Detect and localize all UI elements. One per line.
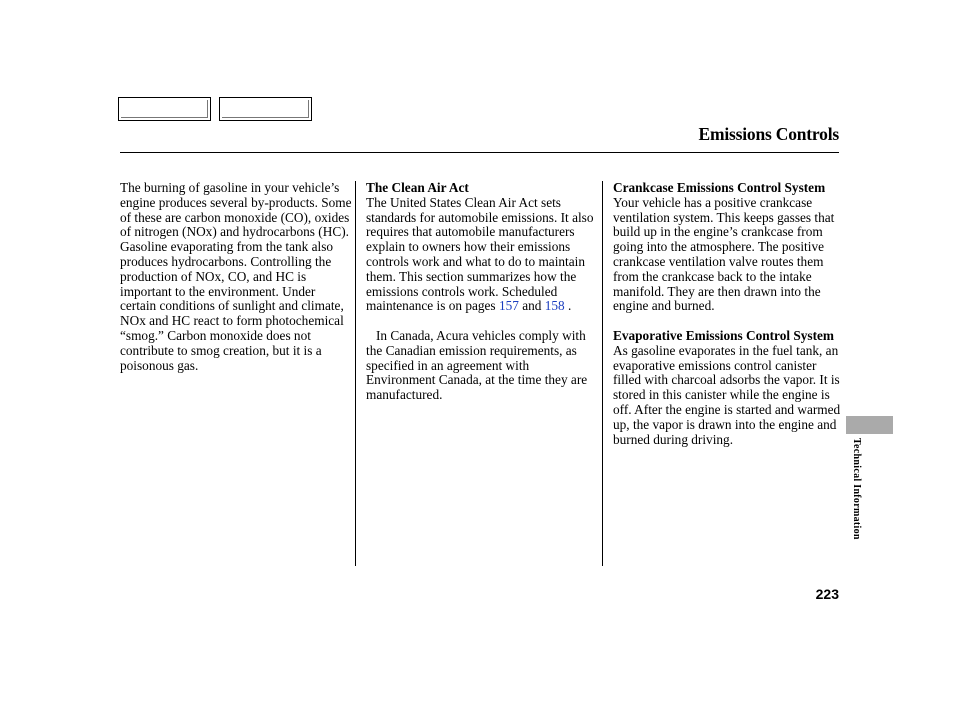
column-divider-2: [602, 181, 603, 566]
page-number: 223: [815, 586, 839, 602]
clean-air-act-heading: The Clean Air Act: [366, 180, 469, 195]
and-word: and: [522, 298, 542, 314]
column-intro: [120, 181, 352, 373]
page-157-link[interactable]: 157: [498, 298, 519, 314]
page-158-link[interactable]: 158: [544, 298, 565, 314]
crankcase-heading: Crankcase Emissions Control System: [613, 180, 826, 195]
index-button[interactable]: [219, 97, 312, 121]
sentence-period: .: [568, 298, 572, 314]
column-emission-systems: [613, 181, 845, 447]
clean-air-act-text: The United States Clean Air Act sets standards for automobile emissions. It also requires that automobile manufacturers explain to owners how their emissions controls work and what to do to maintain them. This section summarizes how the emissions controls work. Scheduled maintenance is on pages: [366, 194, 594, 314]
canada-paragraph: In Canada, Acura vehicles comply with the Canadian emission requirements, as specified in an agreement with Environment Canada, at the time they are manufactured.: [366, 327, 588, 403]
column-clean-air-act: [366, 181, 598, 403]
column-divider-1: [355, 181, 356, 566]
page-title: Emissions Controls: [698, 124, 839, 144]
clean-air-act-paragraph: [366, 196, 598, 314]
section-tab[interactable]: [846, 416, 893, 434]
section-label: Technical Information: [851, 438, 862, 540]
crankcase-paragraph: Your vehicle has a positive crankcase ventilation system. This keeps gasses that build up in the engine’s crankcase from going into the atmosphere. The positive crankcase ventilation valve routes them from the crankcase back to the intake manifold. They are then drawn into the engine and burned.: [613, 194, 835, 314]
main-menu-button[interactable]: [118, 97, 211, 121]
intro-paragraph: The burning of gasoline in your vehicle’s engine produces several by-products. Some of these are carbon monoxide (CO), oxides of nitrogen (NOx) and hydrocarbons (HC). Gasoline evaporating from the tank also produces hydrocarbons. Controlling the production of NOx, CO, and HC is important to the environment. Under certain conditions of sunlight and climate, NOx and HC react to form photochemical “smog.” Carbon monoxide does not contribute to smog creation, but it is a poisonous gas.: [120, 180, 352, 373]
evaporative-heading: Evaporative Emissions Control System: [613, 327, 835, 343]
title-divider: [120, 152, 839, 153]
evaporative-paragraph: As gasoline evaporates in the fuel tank, an evaporative emissions control canister filled with charcoal adsorbs the vapor. It is stored in this canister while the engine is off. After the engine is started and warmed up, the vapor is drawn into the engine and burned during driving.: [613, 342, 841, 447]
